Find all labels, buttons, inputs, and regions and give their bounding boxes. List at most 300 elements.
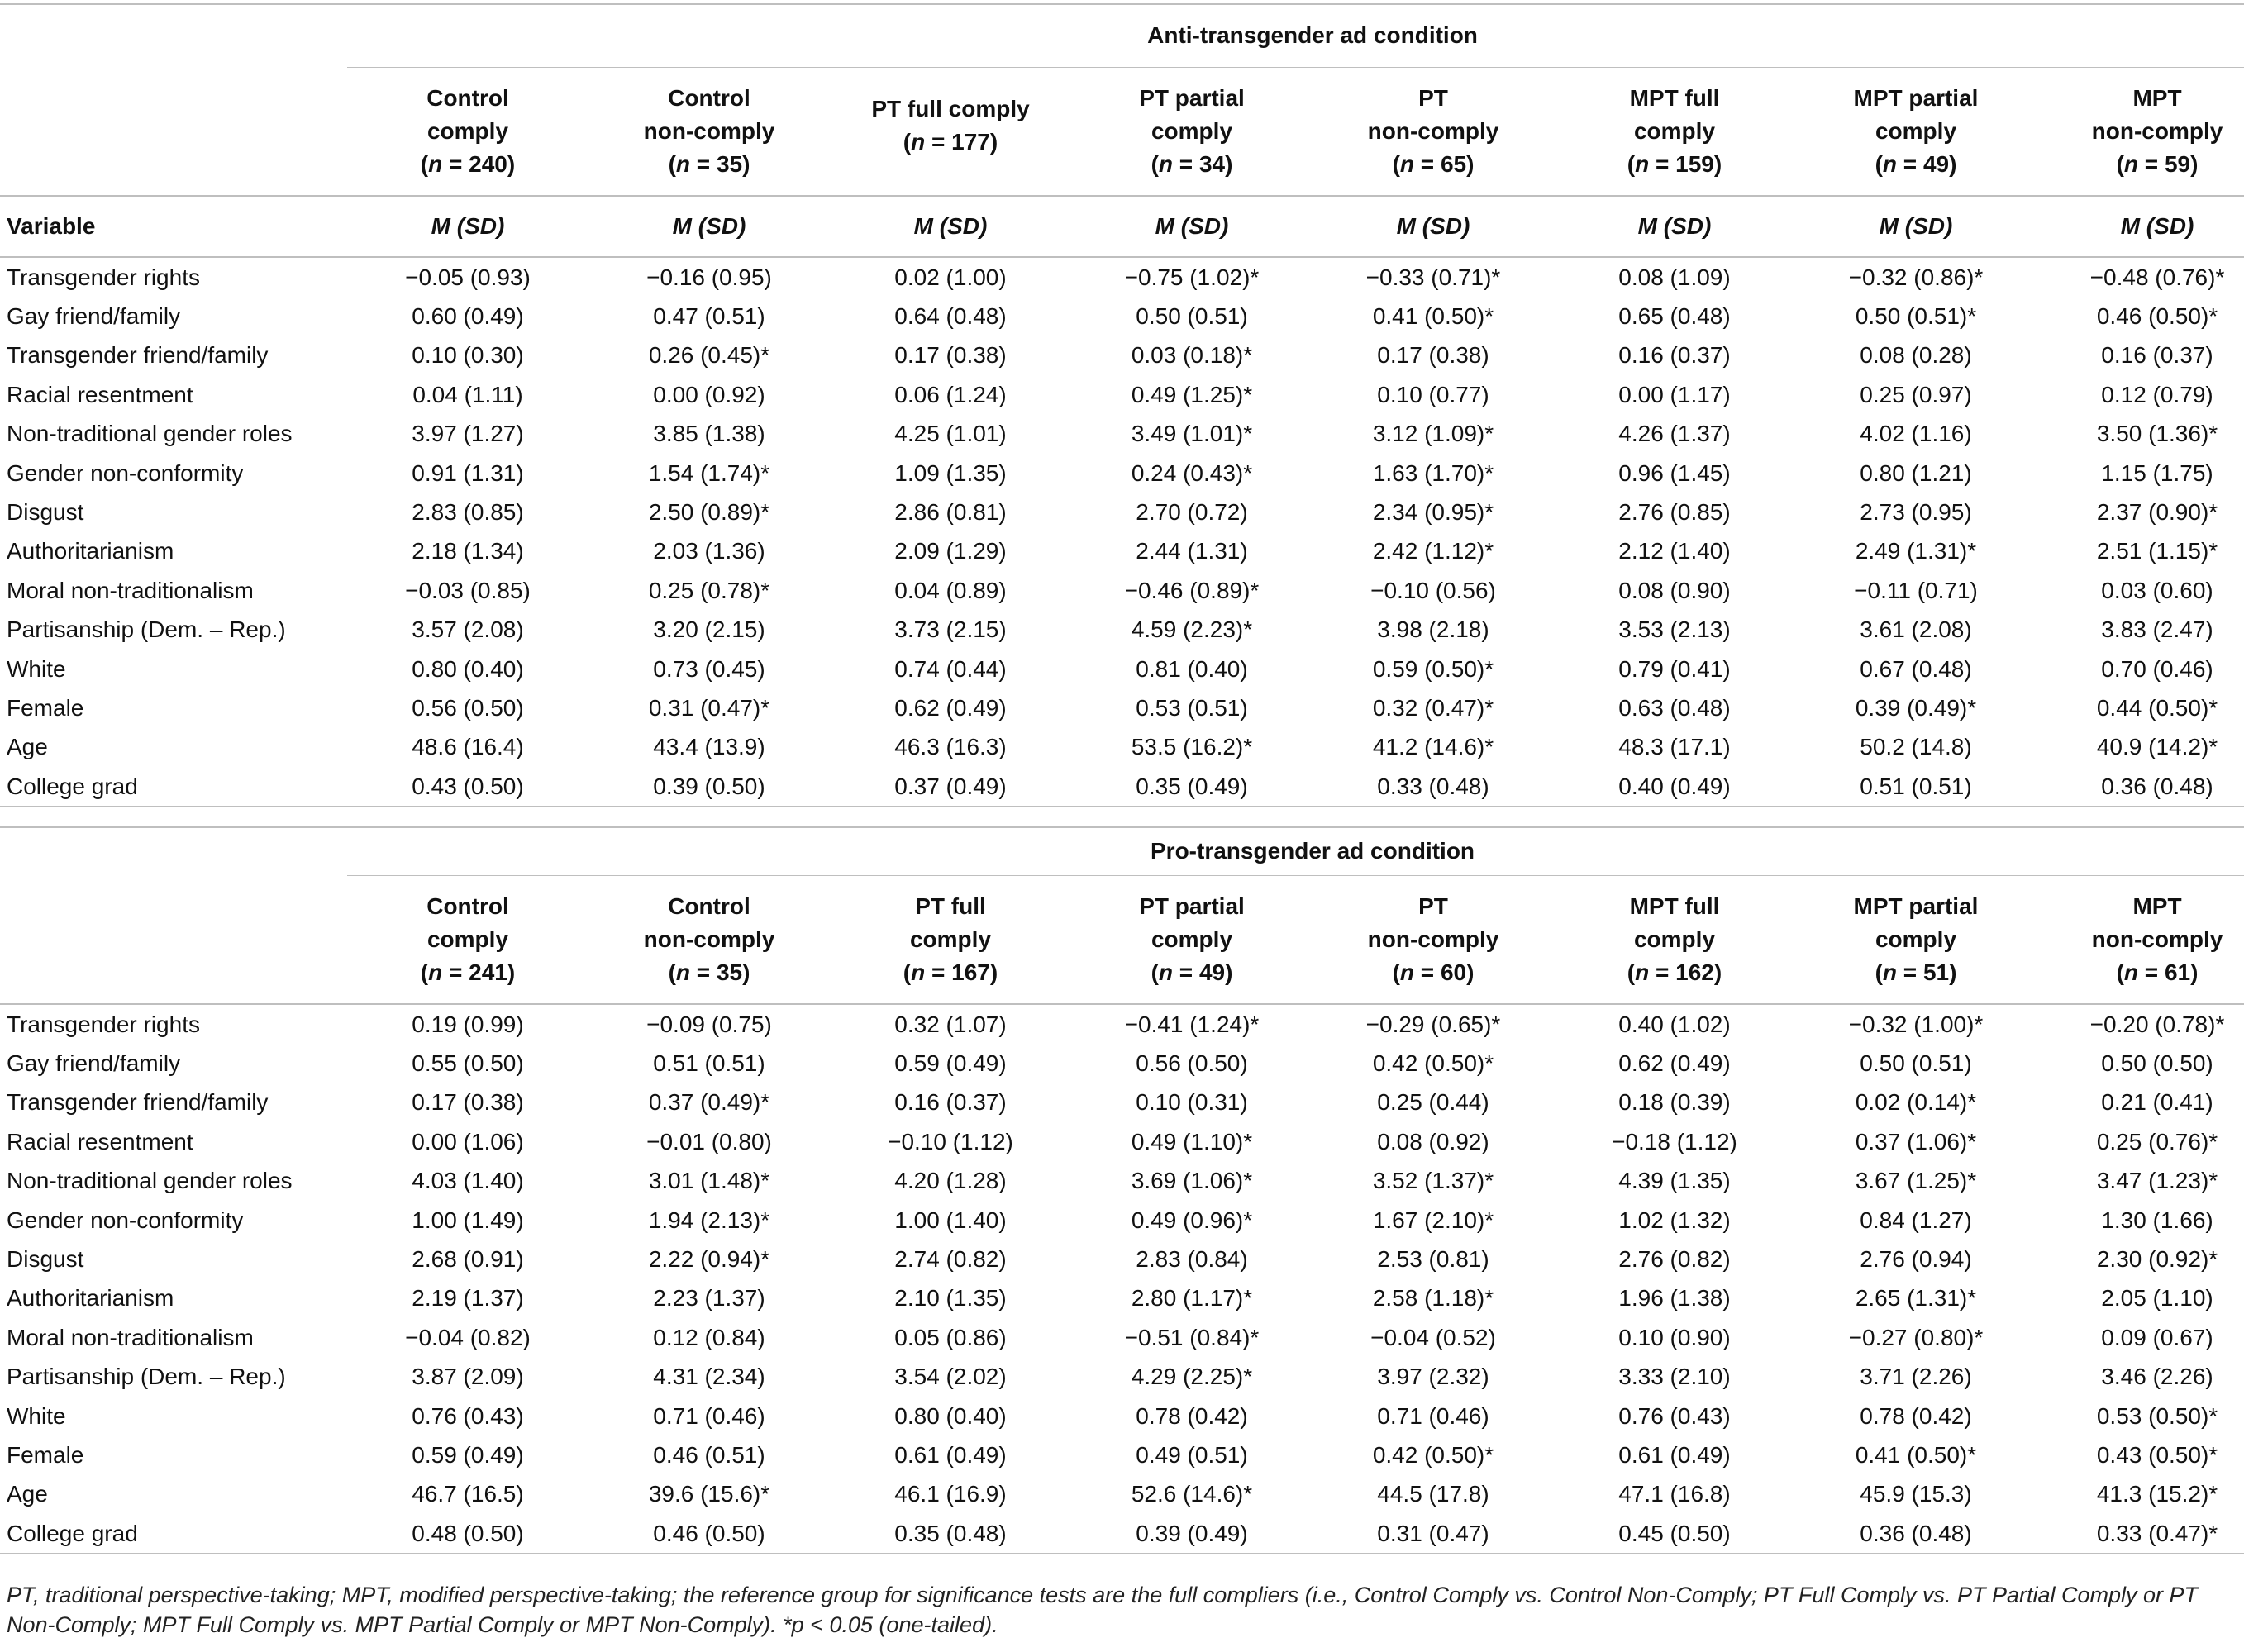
row-label: Age	[7, 1481, 48, 1507]
table-row	[0, 650, 2244, 688]
empty-cell	[0, 4, 347, 67]
column-header	[1071, 67, 1313, 196]
column-label: PT	[1418, 893, 1448, 919]
table-cell: 0.39 (0.50)	[588, 767, 830, 807]
table-cell: 0.56 (0.50)	[1136, 1050, 1248, 1077]
row-label: Partisanship (Dem. – Rep.)	[7, 1364, 286, 1390]
table-cell: 0.08 (1.09)	[1618, 264, 1731, 290]
table-cell: 2.51 (1.15)*	[2096, 538, 2218, 564]
table-cell: 3.12 (1.09)*	[1372, 421, 1494, 447]
table-cell: 0.43 (0.50)*	[2096, 1441, 2218, 1468]
table-cell: 1.09 (1.35)	[894, 459, 1007, 486]
table-cell: 0.50 (0.51)	[1136, 303, 1248, 330]
column-header	[1795, 875, 2037, 1004]
row-label: Authoritarianism	[7, 1285, 174, 1312]
row-label: Non-traditional gender roles	[7, 421, 293, 447]
table-cell: 2.68 (0.91)	[412, 1246, 524, 1273]
row-label: Disgust	[7, 1246, 84, 1273]
table-cell: 1.30 (1.66)	[2101, 1207, 2213, 1233]
table-cell: 40.9 (14.2)*	[2096, 734, 2218, 760]
table-cell: 0.80 (0.40)	[894, 1402, 1007, 1429]
table-cell: 2.58 (1.18)*	[1372, 1285, 1494, 1312]
column-n-value: 59	[2164, 150, 2191, 177]
table-cell: 1.63 (1.70)*	[1372, 459, 1494, 486]
table-cell: 0.74 (0.44)	[894, 655, 1007, 682]
table-cell: 0.51 (0.51)	[653, 1050, 765, 1077]
table-row	[0, 1122, 2244, 1161]
column-label: Control	[426, 84, 509, 111]
column-sublabel: comply	[426, 926, 509, 952]
table-row	[0, 1397, 2244, 1435]
table-footnote: PT, traditional perspective-taking; MPT, modified perspective-taking; the reference group for significance tests are the full compliers (i.e., Control Comply vs. Control Non-Comply; PT Full Comply vs. PT Partial Comply or PT Non-Comply; MPT Full Comply vs. MPT Partial Comply or MPT Non-Comply). *p < 0.05 (one-tailed).	[7, 1583, 2199, 1637]
condition-row	[0, 827, 2244, 875]
table-cell: 0.10 (0.31)	[1136, 1089, 1248, 1116]
table-cell: 3.73 (2.15)	[894, 617, 1007, 643]
table-row	[0, 1358, 2244, 1397]
table-cell: 0.59 (0.49)	[894, 1050, 1007, 1077]
table-cell: 0.56 (0.50)	[412, 694, 524, 721]
row-label: College grad	[0, 1514, 347, 1554]
table-cell: 50.2 (14.8)	[1860, 734, 1972, 760]
column-header	[2037, 67, 2244, 196]
table-cell: 1.15 (1.75)	[2101, 459, 2213, 486]
table-cell: −0.11 (0.71)	[1854, 577, 1978, 603]
row-label: Transgender friend/family	[7, 1089, 269, 1116]
table-cell: −0.32 (1.00)*	[1795, 1004, 2037, 1044]
table-cell: 3.67 (1.25)*	[1855, 1168, 1977, 1194]
stat-header	[1795, 196, 2037, 257]
table-row	[0, 532, 2244, 571]
table-cell: 3.20 (2.15)	[653, 617, 765, 643]
table-cell: 3.47 (1.23)*	[2096, 1168, 2218, 1194]
table-cell: −0.03 (0.85)	[405, 577, 531, 603]
table-cell: 3.50 (1.36)*	[2096, 421, 2218, 447]
table-row	[0, 1475, 2244, 1514]
table-row	[0, 454, 2244, 493]
table-cell: 0.37 (0.49)	[830, 767, 1071, 807]
column-label: MPT partial	[1853, 893, 1979, 919]
row-label: Transgender rights	[7, 264, 200, 290]
table-cell: 0.61 (0.49)	[894, 1441, 1007, 1468]
table-cell: 0.70 (0.46)	[2101, 655, 2213, 682]
table-row	[0, 1162, 2244, 1201]
table-cell: 0.00 (1.17)	[1618, 381, 1731, 407]
table-cell: −0.48 (0.76)*	[2089, 264, 2225, 290]
table-cell: −0.05 (0.93)	[405, 264, 531, 290]
column-sublabel: non-comply	[643, 117, 775, 144]
table-cell: 2.42 (1.12)*	[1372, 538, 1494, 564]
column-n: (n = 35)	[668, 150, 750, 177]
table-cell: 2.03 (1.36)	[653, 538, 765, 564]
table-cell: 0.32 (0.47)*	[1372, 694, 1494, 721]
column-sublabel: comply	[1875, 926, 1957, 952]
stat-header-label: M (SD)	[1155, 213, 1229, 239]
table-row	[0, 688, 2244, 727]
table-cell: 3.01 (1.48)*	[648, 1168, 770, 1194]
column-header	[347, 67, 588, 196]
table-cell: −0.51 (0.84)*	[1124, 1324, 1260, 1350]
table-cell: 0.08 (0.28)	[1860, 342, 1972, 369]
row-label: Transgender friend/family	[7, 342, 269, 369]
stat-header-label: M (SD)	[1879, 213, 1953, 239]
table-cell: 0.04 (1.11)	[412, 381, 523, 407]
table-cell: −0.16 (0.95)	[646, 264, 772, 290]
table-cell: 2.76 (0.85)	[1618, 499, 1731, 526]
table-cell: 3.54 (2.02)	[894, 1364, 1007, 1390]
table-cell: −0.33 (0.71)*	[1365, 264, 1501, 290]
table-cell: 3.98 (2.18)	[1377, 617, 1489, 643]
table-cell: 0.91 (1.31)	[412, 459, 524, 486]
table-row	[0, 1083, 2244, 1122]
table-cell: 0.76 (0.43)	[1618, 1402, 1731, 1429]
table-cell: 2.74 (0.82)	[894, 1246, 1007, 1273]
table-cell: 0.84 (1.27)	[1860, 1207, 1972, 1233]
table-cell: 0.10 (0.30)	[412, 342, 524, 369]
column-label: PT	[1418, 84, 1448, 111]
column-n-value: 167	[951, 959, 990, 985]
stat-header-label: M (SD)	[431, 213, 505, 239]
stat-header-label: M (SD)	[913, 213, 988, 239]
table-cell: 0.12 (0.79)	[2101, 381, 2213, 407]
table-cell: 0.25 (0.78)*	[648, 577, 770, 603]
table-cell: −0.18 (1.12)	[1612, 1128, 1737, 1154]
table-row	[0, 493, 2244, 531]
table-cell: 2.50 (0.89)*	[648, 499, 770, 526]
table-cell: 4.25 (1.01)	[894, 421, 1007, 447]
table-cell: 0.26 (0.45)*	[648, 342, 770, 369]
stat-header	[1313, 196, 1554, 257]
table-cell: 0.35 (0.49)	[1071, 767, 1313, 807]
table-cell: 0.79 (0.41)	[1618, 655, 1731, 682]
table-row	[0, 1044, 2244, 1083]
table-cell: −0.75 (1.02)*	[1124, 264, 1260, 290]
column-header	[830, 67, 1071, 196]
table-cell: 0.53 (0.51)	[1136, 694, 1248, 721]
table-cell: 3.85 (1.38)	[653, 421, 765, 447]
row-label: Partisanship (Dem. – Rep.)	[7, 617, 286, 643]
row-label: Gay friend/family	[7, 303, 181, 330]
row-label: Racial resentment	[7, 381, 193, 407]
column-header	[588, 67, 830, 196]
column-n: (n = 59)	[2116, 150, 2199, 177]
column-n: (n = 49)	[1875, 150, 1957, 177]
table-cell: 2.76 (0.82)	[1618, 1246, 1731, 1273]
table-cell: 0.25 (0.44)	[1377, 1089, 1489, 1116]
column-label: MPT	[2132, 893, 2182, 919]
table-cell: 0.02 (0.14)*	[1855, 1089, 1977, 1116]
table-cell: 0.49 (0.96)*	[1131, 1207, 1253, 1233]
stat-header	[347, 196, 588, 257]
table-cell: 0.33 (0.47)*	[2037, 1514, 2244, 1554]
column-sublabel: non-comply	[2091, 117, 2223, 144]
table-cell: 0.02 (1.00)	[894, 264, 1007, 290]
row-label: Racial resentment	[7, 1128, 193, 1154]
table-cell: 0.50 (0.50)	[2101, 1050, 2213, 1077]
column-label: PT full comply	[871, 95, 1030, 121]
column-n: (n = 49)	[1151, 959, 1233, 985]
column-n-value: 162	[1675, 959, 1714, 985]
table-cell: 0.12 (0.84)	[653, 1324, 765, 1350]
column-header	[830, 875, 1071, 1004]
column-n: (n = 51)	[1875, 959, 1957, 985]
column-n-value: 35	[716, 150, 743, 177]
table-cell: 0.39 (0.49)*	[1855, 694, 1977, 721]
table-cell: 0.19 (0.99)	[347, 1004, 588, 1044]
column-sublabel: non-comply	[1367, 117, 1499, 144]
table-cell: 0.62 (0.49)	[894, 694, 1007, 721]
table-cell: 4.31 (2.34)	[653, 1364, 765, 1390]
column-header	[1795, 67, 2037, 196]
table-cell: 0.35 (0.48)	[830, 1514, 1071, 1554]
column-header	[588, 875, 830, 1004]
table-cell: 0.45 (0.50)	[1554, 1514, 1795, 1554]
table-cell: 3.83 (2.47)	[2101, 617, 2213, 643]
table-row	[0, 1318, 2244, 1357]
column-header-row	[0, 875, 2244, 1004]
empty-cell	[0, 67, 347, 196]
column-header	[1313, 67, 1554, 196]
row-label: Gender non-conformity	[7, 1207, 244, 1233]
column-label: PT partial	[1139, 893, 1245, 919]
stat-header-label: M (SD)	[2120, 213, 2194, 239]
column-label: MPT	[2132, 84, 2182, 111]
table-row	[0, 767, 2244, 807]
table-cell: −0.04 (0.52)	[1370, 1324, 1496, 1350]
table-row	[0, 297, 2244, 336]
table-cell: 0.08 (0.92)	[1377, 1128, 1489, 1154]
table-cell: 2.83 (0.84)	[1136, 1246, 1248, 1273]
row-label: Gay friend/family	[7, 1050, 181, 1077]
table-cell: 0.53 (0.50)*	[2096, 1402, 2218, 1429]
table-cell: 4.02 (1.16)	[1860, 421, 1972, 447]
row-label: Female	[7, 694, 84, 721]
stat-header-label: M (SD)	[672, 213, 746, 239]
table-cell: 0.40 (0.49)	[1554, 767, 1795, 807]
table-cell: −0.10 (0.56)	[1370, 577, 1496, 603]
column-header-row	[0, 67, 2244, 196]
table-cell: 0.65 (0.48)	[1618, 303, 1731, 330]
column-n-value: 49	[1922, 150, 1950, 177]
column-n-value: 61	[2164, 959, 2191, 985]
data-table	[0, 3, 2244, 807]
table-cell: 44.5 (17.8)	[1377, 1481, 1489, 1507]
table-cell: 0.50 (0.51)	[1860, 1050, 1972, 1077]
table-cell: 0.60 (0.49)	[412, 303, 524, 330]
table-cell: 0.08 (0.90)	[1618, 577, 1731, 603]
table-cell: −0.01 (0.80)	[646, 1128, 772, 1154]
table-cell: 0.80 (1.21)	[1860, 459, 1972, 486]
column-n: (n = 162)	[1627, 959, 1722, 985]
table-cell: 2.30 (0.92)*	[2096, 1246, 2218, 1273]
table-cell: 0.42 (0.50)*	[1372, 1050, 1494, 1077]
table-cell: 0.33 (0.48)	[1313, 767, 1554, 807]
column-sublabel: non-comply	[2091, 926, 2223, 952]
table-cell: 3.57 (2.08)	[412, 617, 524, 643]
table-row	[0, 375, 2244, 414]
column-n-value: 60	[1440, 959, 1467, 985]
column-n-value: 241	[469, 959, 507, 985]
table-cell: 45.9 (15.3)	[1860, 1481, 1972, 1507]
table-cell: −0.32 (0.86)*	[1848, 264, 1984, 290]
table-cell: 2.86 (0.81)	[894, 499, 1007, 526]
table-row	[0, 257, 2244, 297]
column-label: Control	[426, 893, 509, 919]
table-cell: 0.18 (0.39)	[1618, 1089, 1731, 1116]
column-n: (n = 35)	[668, 959, 750, 985]
table-cell: 0.40 (1.02)	[1554, 1004, 1795, 1044]
table-cell: 0.16 (0.37)	[2101, 342, 2213, 369]
table-cell: 0.04 (0.89)	[894, 577, 1007, 603]
table-cell: 4.39 (1.35)	[1618, 1168, 1731, 1194]
table-cell: 0.43 (0.50)	[347, 767, 588, 807]
table-cell: 3.46 (2.26)	[2101, 1364, 2213, 1390]
column-n-value: 34	[1198, 150, 1226, 177]
row-label: Gender non-conformity	[7, 459, 244, 486]
table-cell: 0.42 (0.50)*	[1372, 1441, 1494, 1468]
stat-header	[1071, 196, 1313, 257]
table-cell: 3.71 (2.26)	[1860, 1364, 1972, 1390]
table-cell: 0.36 (0.48)	[1795, 1514, 2037, 1554]
table-cell: 0.10 (0.90)	[1618, 1324, 1731, 1350]
stat-header	[830, 196, 1071, 257]
table-cell: 0.47 (0.51)	[653, 303, 765, 330]
column-header	[1554, 67, 1795, 196]
column-label: MPT partial	[1853, 84, 1979, 111]
empty-cell	[0, 875, 347, 1004]
table-cell: 2.65 (1.31)*	[1855, 1285, 1977, 1312]
table-cell: 1.54 (1.74)*	[648, 459, 770, 486]
table-cell: 0.37 (0.49)*	[648, 1089, 770, 1116]
table-cell: 0.61 (0.49)	[1618, 1441, 1731, 1468]
table-cell: 1.67 (2.10)*	[1372, 1207, 1494, 1233]
table-row	[0, 1240, 2244, 1278]
table-cell: 0.44 (0.50)*	[2096, 694, 2218, 721]
column-sublabel: comply	[1875, 117, 1957, 144]
column-n: (n = 159)	[1627, 150, 1722, 177]
table-cell: 3.52 (1.37)*	[1372, 1168, 1494, 1194]
stat-header	[1554, 196, 1795, 257]
column-label: Control	[668, 893, 750, 919]
table-cell: 41.2 (14.6)*	[1372, 734, 1494, 760]
table-cell: 2.10 (1.35)	[894, 1285, 1007, 1312]
table-cell: 0.78 (0.42)	[1136, 1402, 1248, 1429]
table-row	[0, 1279, 2244, 1318]
row-label: Disgust	[7, 499, 84, 526]
table-cell: 0.21 (0.41)	[2101, 1089, 2213, 1116]
table-cell: 3.33 (2.10)	[1618, 1364, 1731, 1390]
table-cell: 0.46 (0.50)	[588, 1514, 830, 1554]
table-cell: 0.31 (0.47)*	[648, 694, 770, 721]
column-label: Control	[668, 84, 750, 111]
table-cell: 0.10 (0.77)	[1377, 381, 1489, 407]
table-cell: 2.37 (0.90)*	[2096, 499, 2218, 526]
column-sublabel: comply	[426, 117, 509, 144]
column-n-value: 49	[1198, 959, 1226, 985]
table-cell: 0.16 (0.37)	[894, 1089, 1007, 1116]
column-header	[1313, 875, 1554, 1004]
table-cell: 0.78 (0.42)	[1860, 1402, 1972, 1429]
row-label: Moral non-traditionalism	[7, 577, 254, 603]
table-cell: 2.70 (0.72)	[1136, 499, 1248, 526]
empty-cell	[0, 827, 347, 875]
table-cell: 0.25 (0.76)*	[2096, 1128, 2218, 1154]
table-cell: 2.18 (1.34)	[412, 538, 524, 564]
table-cell: 2.49 (1.31)*	[1855, 538, 1977, 564]
stat-header-label: M (SD)	[1396, 213, 1470, 239]
table-cell: 4.26 (1.37)	[1618, 421, 1731, 447]
table-cell: −0.04 (0.82)	[405, 1324, 531, 1350]
table-cell: 1.96 (1.38)	[1618, 1285, 1731, 1312]
table-row	[0, 1435, 2244, 1474]
table-cell: 0.71 (0.46)	[653, 1402, 765, 1429]
table-cell: −0.10 (1.12)	[888, 1128, 1013, 1154]
table-cell: 1.02 (1.32)	[1618, 1207, 1731, 1233]
table-cell: 0.31 (0.47)	[1313, 1514, 1554, 1554]
table-cell: 0.73 (0.45)	[653, 655, 765, 682]
table-cell: 52.6 (14.6)*	[1131, 1481, 1253, 1507]
table-cell: 0.55 (0.50)	[412, 1050, 524, 1077]
column-n: (n = 65)	[1392, 150, 1475, 177]
column-sublabel: comply	[1151, 117, 1233, 144]
table-cell: −0.09 (0.75)	[588, 1004, 830, 1044]
column-n: (n = 240)	[420, 150, 516, 177]
table-cell: 0.96 (1.45)	[1618, 459, 1731, 486]
row-label: College grad	[0, 767, 347, 807]
column-label: PT full	[915, 893, 986, 919]
table-cell: 2.53 (0.81)	[1377, 1246, 1489, 1273]
table-cell: −0.20 (0.78)*	[2037, 1004, 2244, 1044]
table-row	[0, 1514, 2244, 1554]
table-cell: 0.41 (0.50)*	[1855, 1441, 1977, 1468]
table-cell: 1.00 (1.40)	[894, 1207, 1007, 1233]
condition-row	[0, 4, 2244, 67]
table-cell: 2.23 (1.37)	[653, 1285, 765, 1312]
table-cell: 4.20 (1.28)	[894, 1168, 1007, 1194]
table-row	[0, 1004, 2244, 1044]
table-cell: 0.17 (0.38)	[894, 342, 1007, 369]
table-cell: 0.80 (0.40)	[412, 655, 524, 682]
table-cell: 2.73 (0.95)	[1860, 499, 1972, 526]
table-cell: −0.29 (0.65)*	[1313, 1004, 1554, 1044]
variable-header: Variable	[0, 196, 347, 257]
table-cell: 0.64 (0.48)	[894, 303, 1007, 330]
table-cell: 0.36 (0.48)	[2037, 767, 2244, 807]
table-row	[0, 1201, 2244, 1240]
table-cell: 2.80 (1.17)*	[1131, 1285, 1253, 1312]
column-n: (n = 177)	[903, 128, 998, 155]
table-row	[0, 415, 2244, 454]
table-cell: 0.59 (0.50)*	[1372, 655, 1494, 682]
row-label: White	[7, 1402, 66, 1429]
column-sublabel: comply	[909, 926, 992, 952]
stat-header	[2037, 196, 2244, 257]
table-cell: 2.09 (1.29)	[894, 538, 1007, 564]
table-cell: 48.6 (16.4)	[412, 734, 524, 760]
table-cell: 0.00 (1.06)	[412, 1128, 524, 1154]
column-sublabel: comply	[1151, 926, 1233, 952]
row-label: Age	[7, 734, 48, 760]
table-row	[0, 611, 2244, 650]
row-label: Non-traditional gender roles	[7, 1168, 293, 1194]
table-cell: 0.17 (0.38)	[412, 1089, 524, 1116]
table-cell: 0.49 (1.10)*	[1131, 1128, 1253, 1154]
table-cell: 0.09 (0.67)	[2101, 1324, 2213, 1350]
table-cell: 0.03 (0.18)*	[1131, 342, 1253, 369]
row-label: Authoritarianism	[7, 538, 174, 564]
variable-header-row	[0, 196, 2244, 257]
table-cell: −0.27 (0.80)*	[1848, 1324, 1984, 1350]
table-cell: 2.83 (0.85)	[412, 499, 524, 526]
